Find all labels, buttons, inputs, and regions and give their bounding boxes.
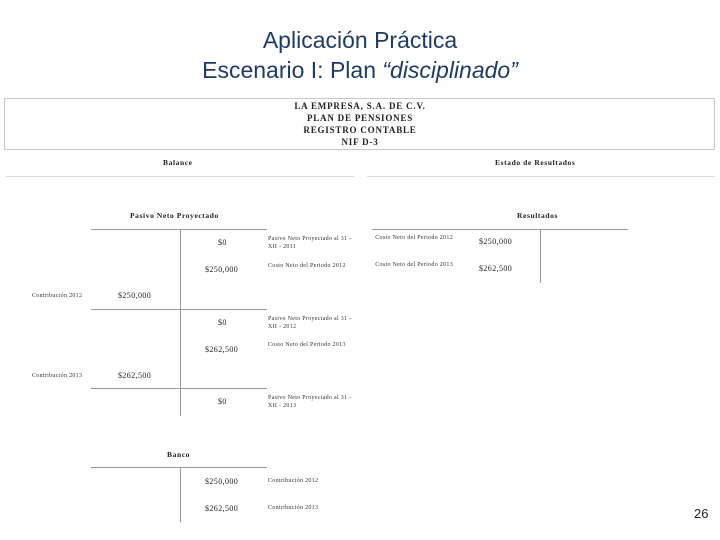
- header-company: LA EMPRESA, S.A. DE C.V.: [294, 101, 426, 111]
- banco-label: Contribución 2013: [268, 505, 319, 511]
- pasivo-amount: $262,500: [205, 345, 239, 354]
- resultados-divider: [540, 229, 541, 283]
- slide-title-italic: “disciplinado”: [382, 57, 518, 83]
- resultados-amount: $250,000: [479, 237, 513, 246]
- pasivo-title: Pasivo Neto Proyectado: [130, 211, 219, 220]
- contribution-label: Contribución 2013: [32, 373, 83, 379]
- section-income-statement: Estado de Resultados: [495, 158, 576, 167]
- pasivo-label: Costo Neto del Periodo 2012: [268, 263, 346, 269]
- pasivo-rule-2: [91, 309, 267, 310]
- contribution-label: Contribución 2012: [32, 293, 83, 299]
- resultados-title: Resultados: [517, 211, 559, 220]
- banco-divider: [180, 467, 181, 522]
- balance-rule: [6, 176, 354, 177]
- pasivo-amount: $250,000: [205, 265, 239, 274]
- pasivo-label: Costo Neto del Periodo 2013: [268, 342, 346, 348]
- slide-title-prefix: Escenario I: Plan: [202, 57, 383, 83]
- banco-label: Contribución 2012: [268, 478, 319, 484]
- section-balance: Balance: [163, 158, 193, 167]
- pasivo-divider-3: [180, 388, 181, 416]
- banco-amount: $262,500: [205, 504, 239, 513]
- slide-title-line2: [0, 57, 720, 84]
- banco-amount: $250,000: [205, 477, 239, 486]
- header-record: REGISTRO CONTABLE: [303, 125, 417, 135]
- pasivo-label: Pasivo Neto Proyectado al 31 - XII - 2013: [268, 395, 352, 409]
- pasivo-divider-2: [180, 309, 181, 388]
- pasivo-amount: $0: [218, 397, 227, 406]
- resultados-top-rule: [372, 229, 628, 230]
- pasivo-divider-1: [180, 229, 181, 309]
- banco-title: Banco: [167, 450, 191, 459]
- resultados-label: Costo Neto del Periodo 2013: [375, 262, 453, 268]
- pasivo-amount: $0: [218, 238, 227, 247]
- resultados-label: Costo Neto del Periodo 2012: [375, 235, 453, 241]
- pasivo-amount: $0: [218, 318, 227, 327]
- resultados-amount: $262,500: [479, 264, 513, 273]
- page-number: 26: [694, 506, 709, 521]
- slide-title-line1: Aplicación Práctica: [262, 27, 458, 53]
- header-nif: NIF D-3: [341, 137, 379, 147]
- pasivo-rule-3: [91, 388, 267, 389]
- banco-top-rule: [91, 467, 267, 468]
- pasivo-label: Pasivo Neto Proyectado al 31 - XII - 2012: [268, 316, 352, 330]
- income-rule: [367, 176, 715, 177]
- pasivo-top-rule: [91, 229, 267, 230]
- contribution-amount: $250,000: [118, 291, 152, 300]
- pasivo-label: Pasivo Neto Proyectado al 31 - XII - 2011: [268, 236, 352, 250]
- header-plan: PLAN DE PENSIONES: [306, 113, 414, 123]
- contribution-amount: $262,500: [118, 371, 152, 380]
